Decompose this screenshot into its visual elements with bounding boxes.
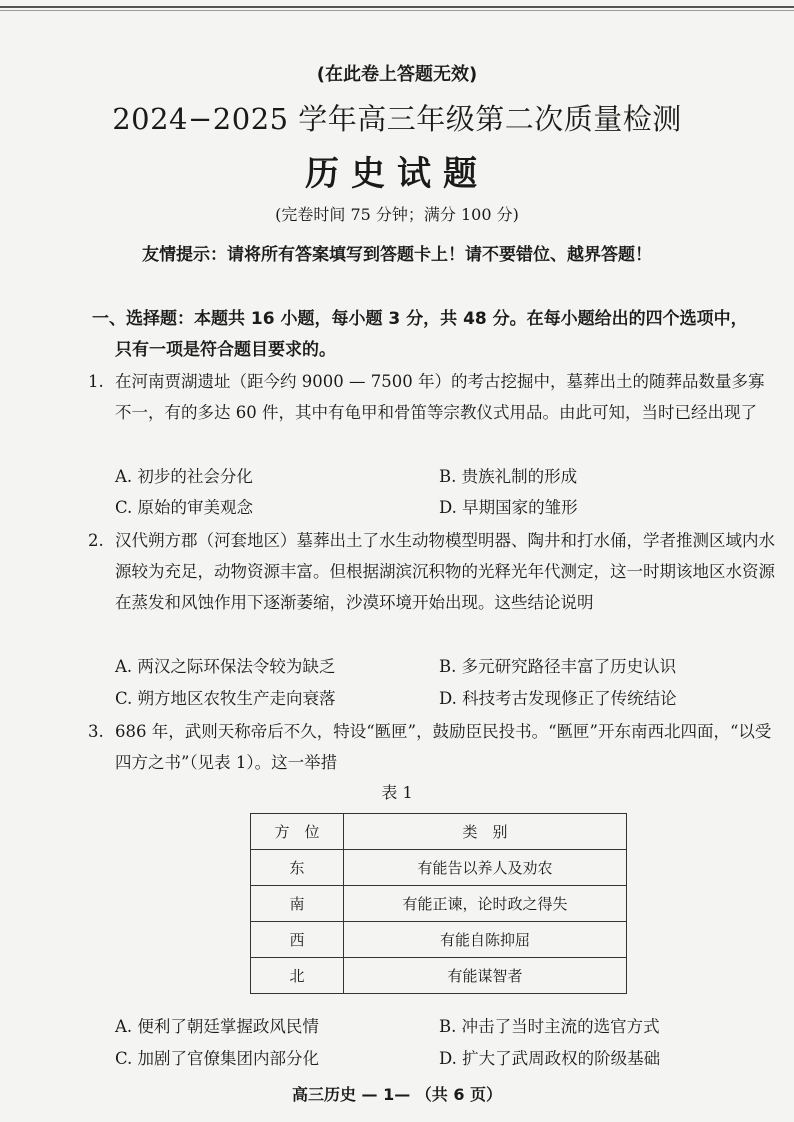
option-a: A. 便利了朝廷掌握政风民情	[115, 1017, 319, 1036]
question-3	[88, 716, 778, 778]
question-number: 2.	[88, 531, 104, 550]
table-caption: 表 1	[381, 783, 413, 802]
option-c: C. 加剧了官僚集团内部分化	[115, 1049, 320, 1068]
table-row	[251, 922, 627, 958]
question-number: 3.	[88, 722, 104, 741]
subject-title: 历史试题	[305, 154, 489, 194]
notice: (在此卷上答题无效)	[316, 64, 478, 85]
option-d: D. 扩大了武周政权的阶级基础	[439, 1049, 661, 1068]
table-header: 类 别	[344, 814, 627, 850]
option-b: B. 贵族礼制的形成	[439, 467, 578, 486]
question-2	[88, 525, 778, 618]
table-cell: 有能告以养人及劝农	[344, 850, 627, 886]
table-cell: 有能谋智者	[344, 958, 627, 994]
top-border	[0, 6, 794, 8]
question-stem: 686 年，武则天称帝后不久，特设“匦匣”，鼓励臣民投书。“匦匣”开东南西北四面，“以受四方之书”（见表 1）。这一举措	[115, 722, 772, 772]
question-number: 1.	[88, 372, 104, 391]
table-1	[250, 813, 627, 994]
section-heading-line2: 只有一项是符合题目要求的。	[115, 340, 336, 360]
option-d: D. 科技考古发现修正了传统结论	[439, 689, 677, 708]
option-c: C. 朔方地区农牧生产走向衰落	[115, 689, 336, 708]
table-cell: 有能正谏，论时政之得失	[344, 886, 627, 922]
table-row	[251, 886, 627, 922]
time-info: (完卷时间 75 分钟；满分 100 分)	[275, 205, 519, 224]
table-row	[251, 850, 627, 886]
option-c: C. 原始的审美观念	[115, 498, 254, 517]
option-b: B. 多元研究路径丰富了历史认识	[439, 657, 677, 676]
option-b: B. 冲击了当时主流的选官方式	[439, 1017, 660, 1036]
top-border-thin	[0, 10, 794, 11]
page-footer: 高三历史 — 1— （共 6 页）	[291, 1085, 503, 1104]
question-1	[88, 366, 778, 428]
friendly-tip: 友情提示：请将所有答案填写到答题卡上！请不要错位、越界答题！	[142, 245, 652, 265]
table-cell: 北	[251, 958, 344, 994]
section-heading	[92, 304, 782, 366]
table-cell: 东	[251, 850, 344, 886]
table-cell: 有能自陈抑屈	[344, 922, 627, 958]
table-cell: 南	[251, 886, 344, 922]
table-cell: 西	[251, 922, 344, 958]
table-header-row	[251, 814, 627, 850]
option-a: A. 初步的社会分化	[115, 467, 253, 486]
exam-title: 2024−2025 学年高三年级第二次质量检测	[112, 102, 682, 136]
question-stem: 在河南贾湖遗址（距今约 9000 — 7500 年）的考古挖掘中，墓葬出土的随葬品数量多寡不一，有的多达 60 件，其中有龟甲和骨笛等宗教仪式用品。由此可知，当时已经出现了	[115, 372, 765, 422]
option-d: D. 早期国家的雏形	[439, 498, 578, 517]
section-heading-line1: 一、选择题：本题共 16 小题，每小题 3 分，共 48 分。在每小题给出的四个选项中，	[92, 309, 748, 329]
table-header: 方 位	[251, 814, 344, 850]
question-stem: 汉代朔方郡（河套地区）墓葬出土了水生动物模型明器、陶井和打水俑，学者推测区域内水源较为充足，动物资源丰富。但根据湖滨沉积物的光释光年代测定，这一时期该地区水资源在蒸发和风蚀作用下逐渐萎缩，沙漠环境开始出现。这些结论说明	[115, 531, 775, 612]
table-row	[251, 958, 627, 994]
option-a: A. 两汉之际环保法令较为缺乏	[115, 657, 336, 676]
